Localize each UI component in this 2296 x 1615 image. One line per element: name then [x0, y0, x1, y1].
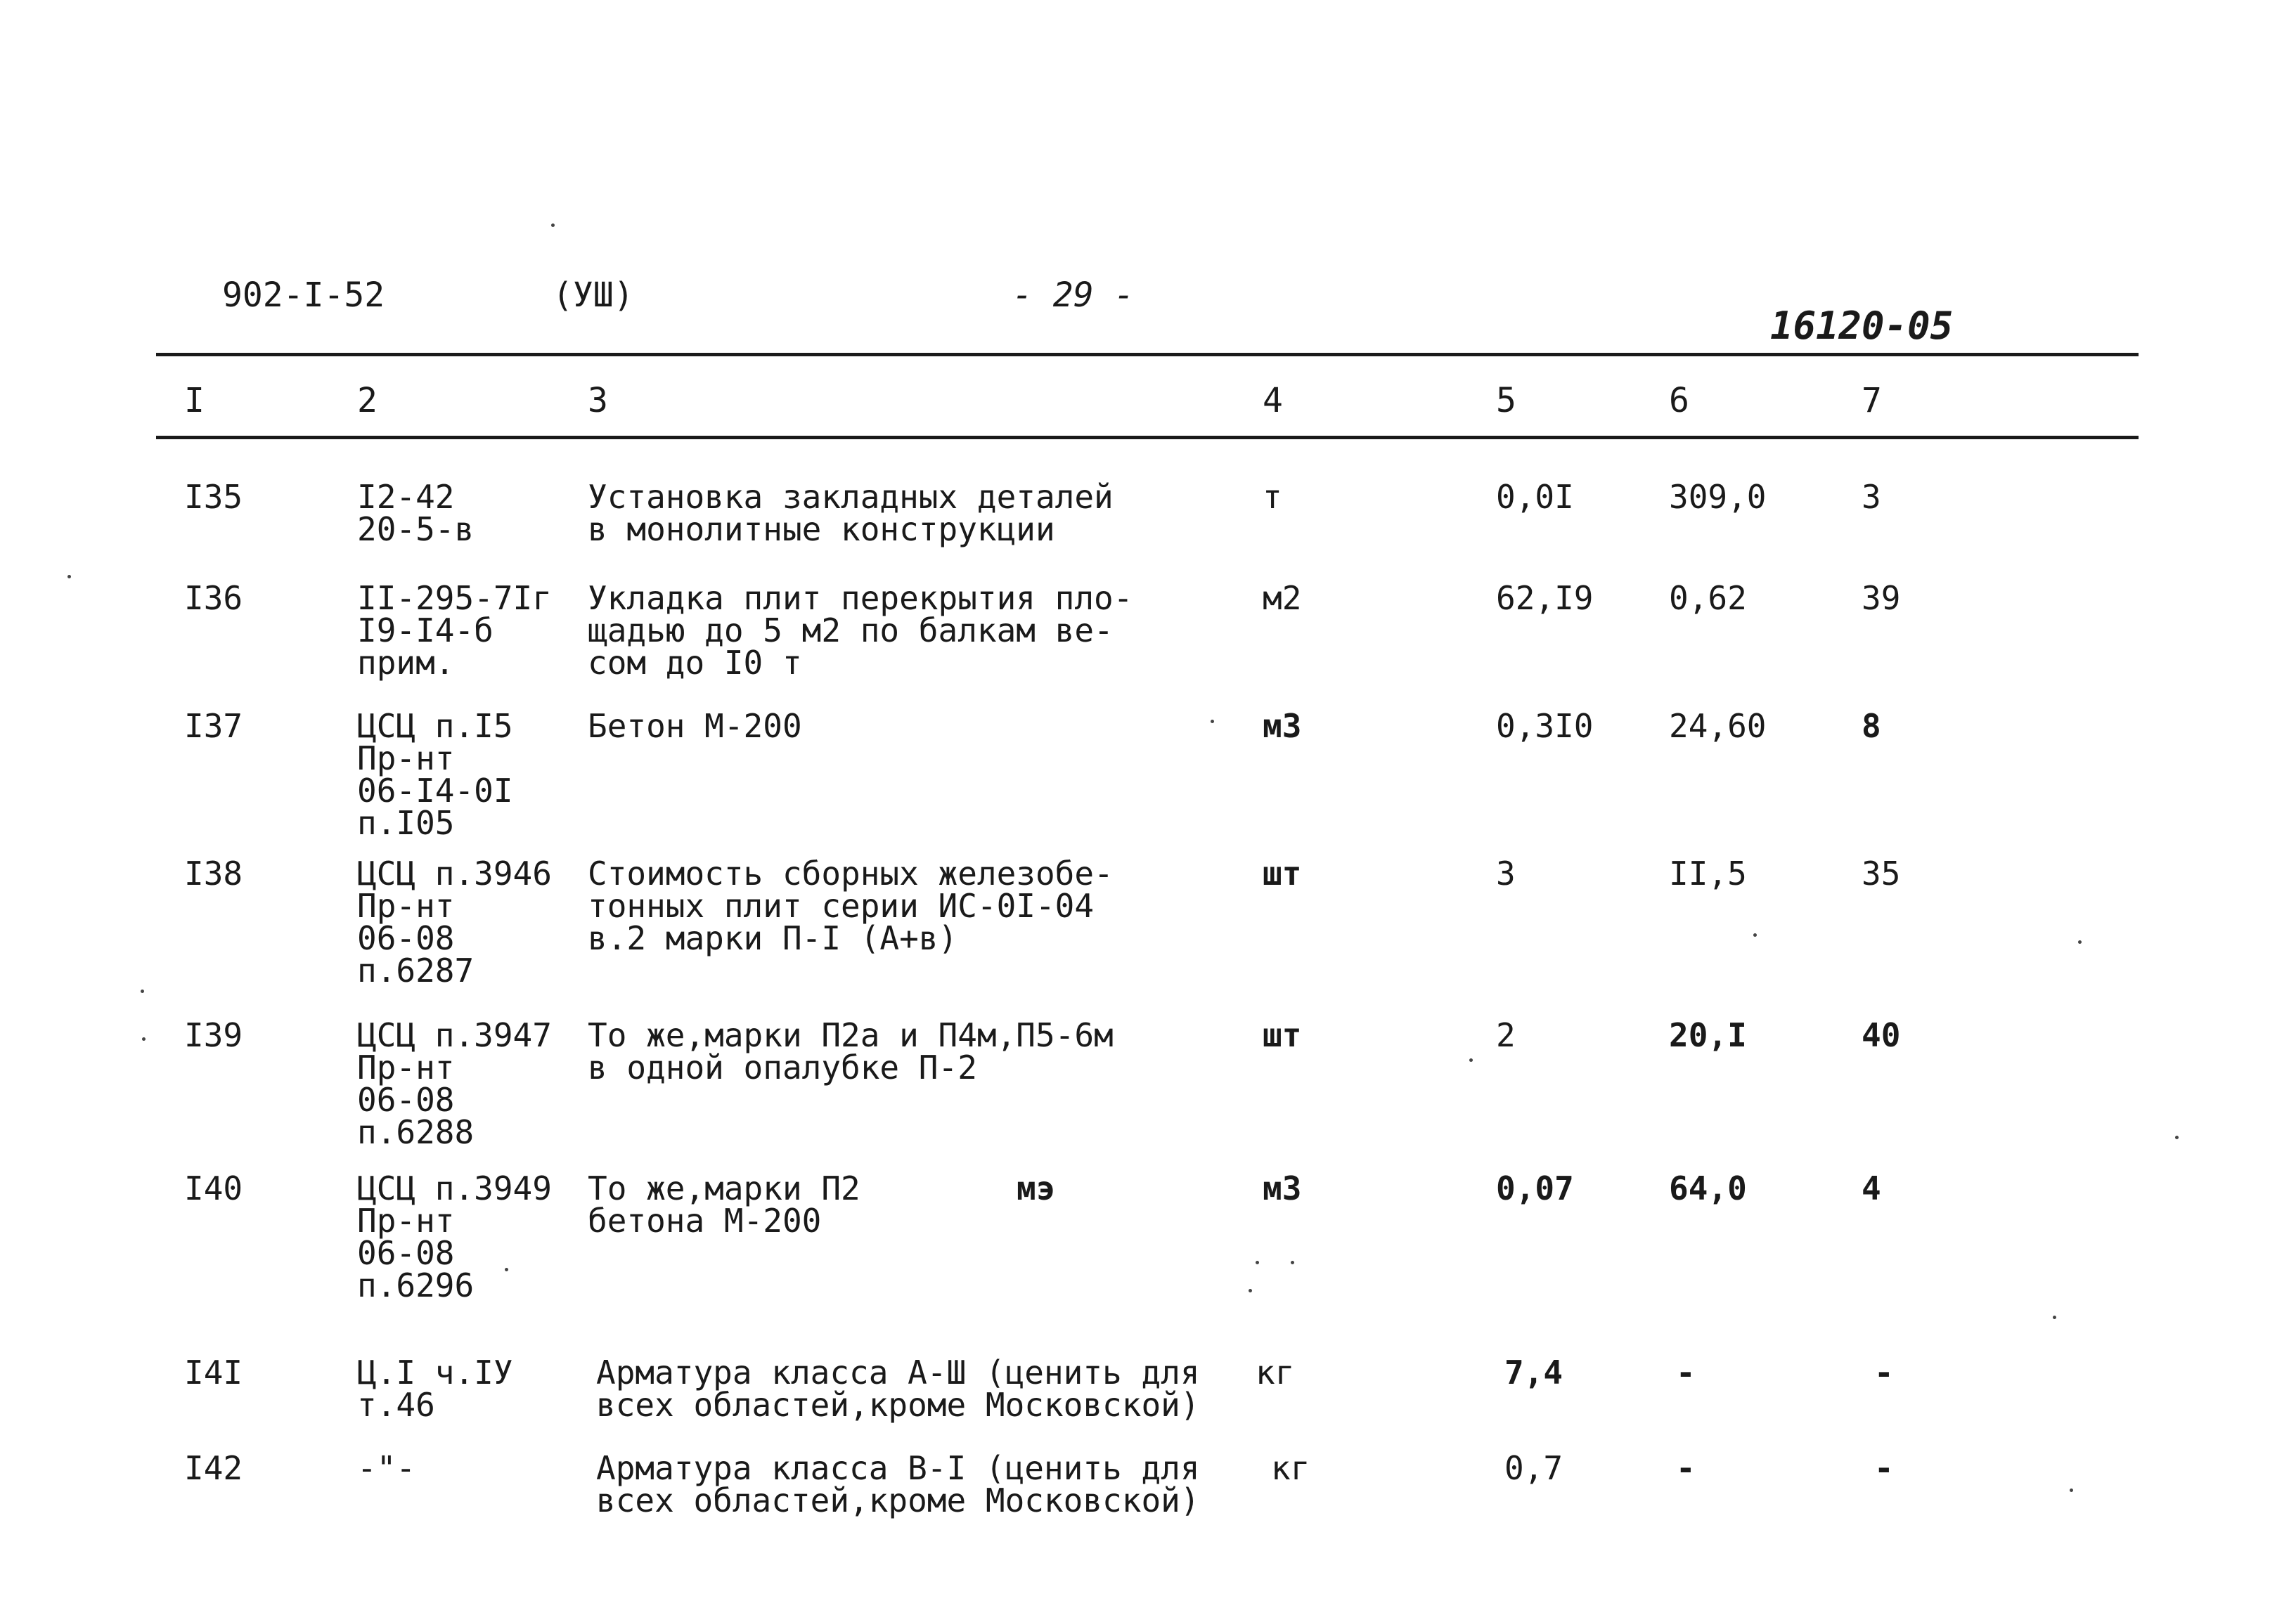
row-code: I2-42 20-5-в: [357, 478, 475, 548]
col-header-1: I: [184, 381, 205, 420]
col-header-4: 4: [1263, 381, 1283, 420]
row-unit: кг: [1256, 1354, 1295, 1392]
row-price: 24,60: [1669, 707, 1767, 745]
row-description: Стоимость сборных железобе- тонных плит серии ИС-0I-04 в.2 марки П-I (А+в): [588, 855, 1114, 957]
row-margin-note: мэ: [1017, 1169, 1056, 1207]
scan-speck: [2053, 1316, 2056, 1319]
row-price: 0,62: [1669, 579, 1747, 617]
row-description: То же,марки П2 бетона М-200: [588, 1169, 860, 1240]
row-quantity: 62,I9: [1496, 579, 1594, 617]
row-number: I4I: [184, 1354, 243, 1392]
row-quantity: 0,3I0: [1496, 707, 1594, 745]
row-unit: т: [1263, 478, 1282, 516]
row-number: I39: [184, 1016, 243, 1054]
row-code: ЦСЦ п.I5 Пр-нт 06-I4-0I п.I05: [357, 707, 513, 842]
row-quantity: 3: [1496, 855, 1516, 893]
row-description: Бетон М-200: [588, 707, 802, 745]
scan-speck: [2078, 940, 2082, 944]
page-number: - 29 -: [1012, 275, 1135, 315]
doc-number: 902-I-52: [222, 275, 385, 315]
row-unit: м2: [1263, 579, 1302, 617]
scan-speck: [2175, 1136, 2179, 1139]
row-price: 20,I: [1669, 1016, 1747, 1054]
scan-speck: [551, 223, 555, 227]
scan-speck: [505, 1268, 508, 1271]
row-total: -: [1874, 1354, 1894, 1392]
row-unit: кг: [1271, 1449, 1310, 1487]
row-number: I35: [184, 478, 243, 516]
row-unit: шт: [1263, 1016, 1302, 1054]
col-header-6: 6: [1669, 381, 1689, 420]
section-mark: (УШ): [553, 275, 634, 315]
row-code: ЦСЦ п.3946 Пр-нт 06-08 п.6287: [357, 855, 552, 990]
row-price: -: [1676, 1354, 1696, 1392]
row-price: 309,0: [1669, 478, 1767, 516]
row-unit: м3: [1263, 707, 1302, 745]
row-quantity: 0,0I: [1496, 478, 1574, 516]
row-description: Укладка плит перекрытия пло- щадью до 5 м2 по балкам ве- сом до I0 т: [588, 579, 1133, 682]
scan-speck: [1753, 933, 1757, 937]
col-header-2: 2: [357, 381, 378, 420]
col-header-5: 5: [1496, 381, 1516, 420]
row-total: 35: [1862, 855, 1901, 893]
row-quantity: 0,07: [1496, 1169, 1574, 1207]
scan-speck: [141, 990, 144, 993]
scan-speck: [1291, 1261, 1294, 1264]
row-description: Установка закладных деталей в монолитные конструкции: [588, 478, 1114, 548]
row-number: I37: [184, 707, 243, 745]
row-price: -: [1676, 1449, 1696, 1487]
row-unit: м3: [1263, 1169, 1302, 1207]
scan-speck: [1256, 1261, 1259, 1264]
row-code: Ц.I ч.IУ т.46: [357, 1354, 513, 1424]
row-number: I36: [184, 579, 243, 617]
row-total: 39: [1862, 579, 1901, 617]
row-code: ЦСЦ п.3947 Пр-нт 06-08 п.6288: [357, 1016, 552, 1151]
row-unit: шт: [1263, 855, 1302, 893]
row-total: 8: [1862, 707, 1881, 745]
row-number: I40: [184, 1169, 243, 1207]
row-code: II-295-7Iг I9-I4-б прим.: [357, 579, 552, 682]
header-rule: [156, 436, 2139, 439]
scan-speck: [1469, 1058, 1473, 1062]
row-code: -"-: [357, 1449, 416, 1487]
row-description: Арматура класса В-I (ценить для всех областей,кроме Московской): [596, 1449, 1200, 1519]
scan-speck: [142, 1037, 146, 1041]
row-description: То же,марки П2а и П4м,П5-6м в одной опалубке П-2: [588, 1016, 1114, 1087]
row-total: 40: [1862, 1016, 1901, 1054]
scan-speck: [1211, 720, 1214, 723]
row-code: ЦСЦ п.3949 Пр-нт 06-08 п.6296: [357, 1169, 552, 1304]
col-header-7: 7: [1862, 381, 1882, 420]
col-header-3: 3: [588, 381, 608, 420]
row-description: Арматура класса А-Ш (ценить для всех областей,кроме Московской): [596, 1354, 1200, 1424]
row-price: 64,0: [1669, 1169, 1747, 1207]
row-total: 3: [1862, 478, 1881, 516]
row-quantity: 2: [1496, 1016, 1516, 1054]
row-number: I38: [184, 855, 243, 893]
archive-stamp: 16120-05: [1770, 304, 1954, 348]
row-total: -: [1874, 1449, 1894, 1487]
row-price: II,5: [1669, 855, 1747, 893]
scan-speck: [1249, 1289, 1252, 1292]
scan-speck: [67, 575, 71, 578]
row-quantity: 7,4: [1504, 1354, 1563, 1392]
row-total: 4: [1862, 1169, 1881, 1207]
row-number: I42: [184, 1449, 243, 1487]
scan-speck: [2070, 1488, 2073, 1492]
top-rule: [156, 353, 2139, 356]
row-quantity: 0,7: [1504, 1449, 1563, 1487]
